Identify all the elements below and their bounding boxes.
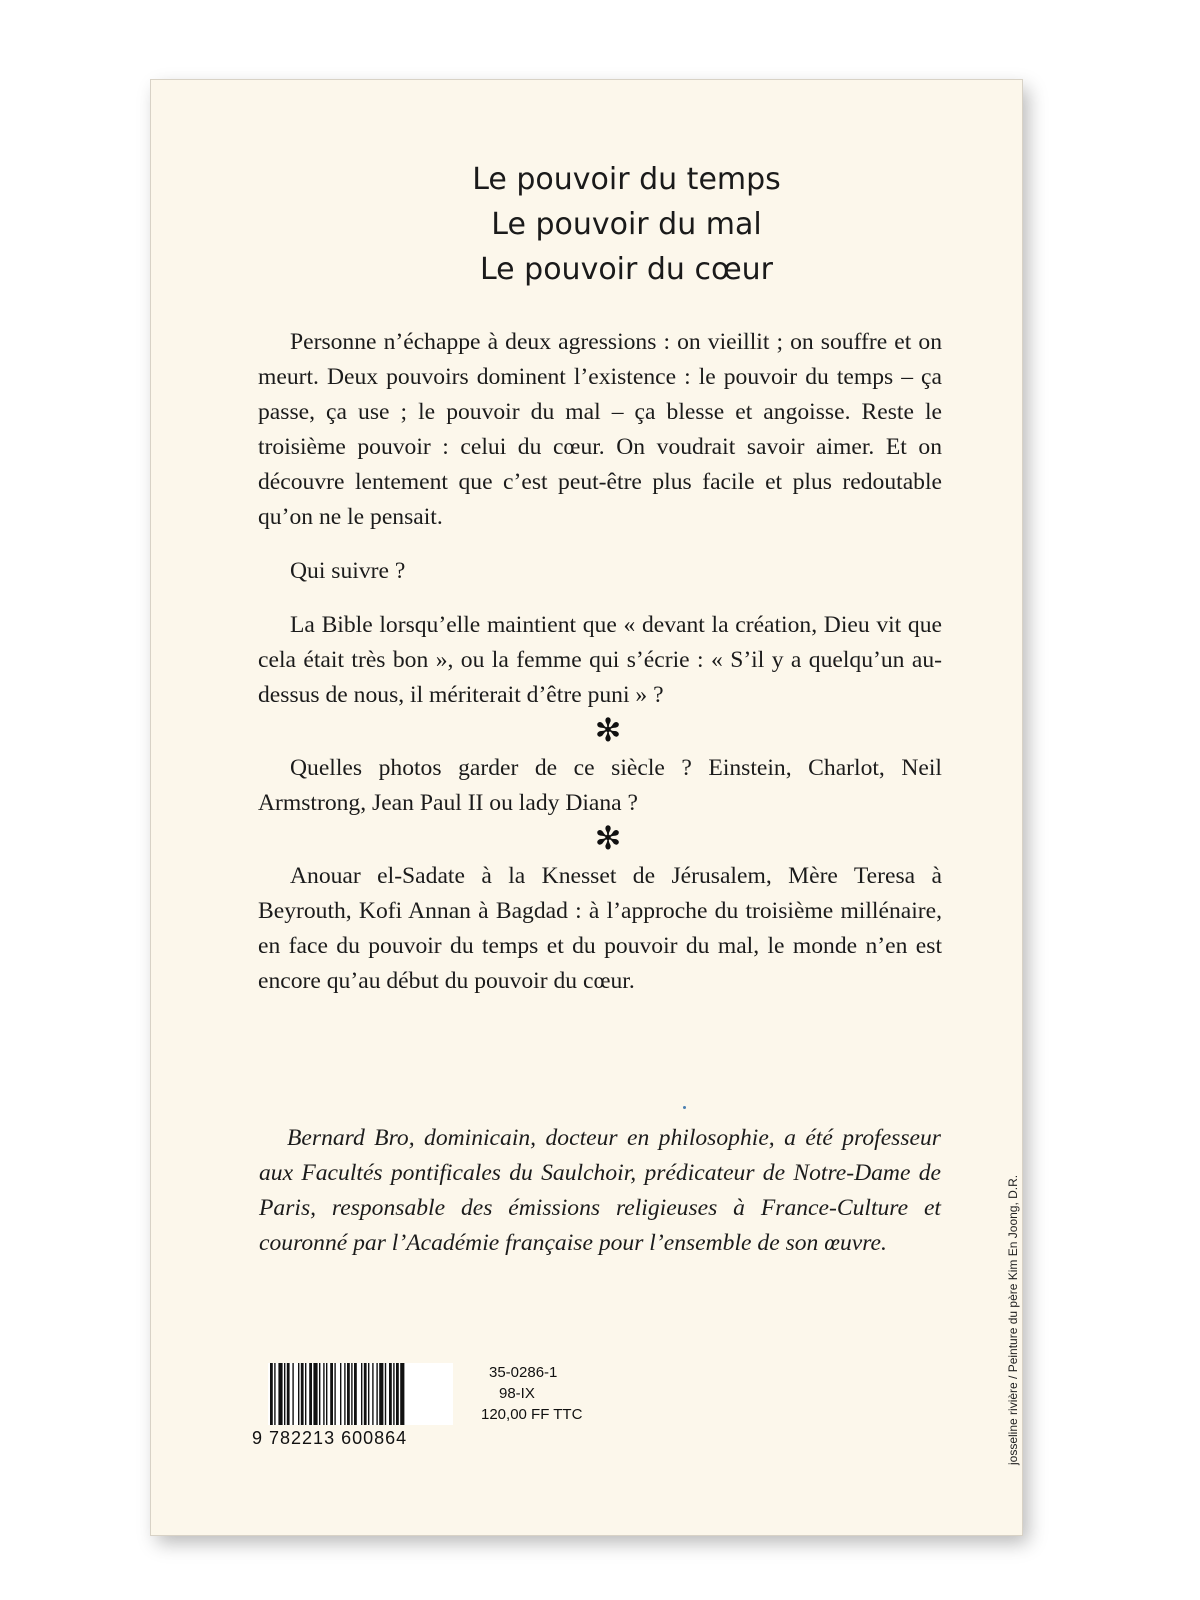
paragraph-2: Qui suivre ? xyxy=(290,558,406,584)
paragraph-1: Personne n’échappe à deux agressions : on vieillit ; on souffre et on meurt. Deux pouvoirs dominent l’existence : le pouvoir du temps – ça passe, ça use ; le pouvoir du mal – ça blesse et angoisse. Reste le troisième pouvoir : celui du cœur. On voudrait savoir aimer. Et on découvre lentement que c’est peut-être plus facile et plus redoutable qu’on ne le pensait. xyxy=(258,329,942,530)
title-block xyxy=(151,157,1022,292)
title-line-1: Le pouvoir du temps xyxy=(472,162,781,197)
price-codes xyxy=(481,1362,582,1425)
barcode xyxy=(268,1363,453,1425)
title-line-2: Le pouvoir du mal xyxy=(491,207,762,242)
price-line: 120,00 FF TTC xyxy=(481,1406,583,1423)
blurb-text xyxy=(258,325,942,1018)
code-line-2: 98-IX xyxy=(499,1385,535,1402)
isbn-number: 9 782213 600864 xyxy=(252,1428,408,1448)
image-credit: josseline rivière / Peinture du père Kim En Joong, D.R. xyxy=(1006,1174,1020,1465)
book-back-cover xyxy=(151,80,1022,1535)
author-bio: Bernard Bro, dominicain, docteur en philosophie, a été professeur aux Facultés pontificales du Saulchoir, prédicateur de Notre-Dame de Paris, responsable des émissions religieuses à France-Culture et couronné par l’Académie française pour l’ensemble de son œuvre. xyxy=(259,1125,941,1256)
separator-asterisk-1: ✻ xyxy=(594,711,622,749)
paragraph-3: La Bible lorsqu’elle maintient que « devant la création, Dieu vit que cela était très bon », ou la femme qui s’écrie : « S’il y a quelqu’un au-dessus de nous, il mériterait d’être puni » ? xyxy=(258,612,942,708)
paragraph-5: Anouar el-Sadate à la Knesset de Jérusalem, Mère Teresa à Beyrouth, Kofi Annan à Bagdad : à l’approche du troisième millénaire, en face du pouvoir du temps et du pouvoir du mal, le monde n’en est encore qu’au début du pouvoir du cœur. xyxy=(258,863,942,994)
paragraph-4: Quelles photos garder de ce siècle ? Einstein, Charlot, Neil Armstrong, Jean Paul II ou lady Diana ? xyxy=(258,755,942,816)
separator-asterisk-2: ✻ xyxy=(594,819,622,857)
title-line-3: Le pouvoir du cœur xyxy=(479,252,774,287)
ink-dot xyxy=(683,1106,686,1109)
code-line-1: 35-0286-1 xyxy=(489,1364,558,1381)
